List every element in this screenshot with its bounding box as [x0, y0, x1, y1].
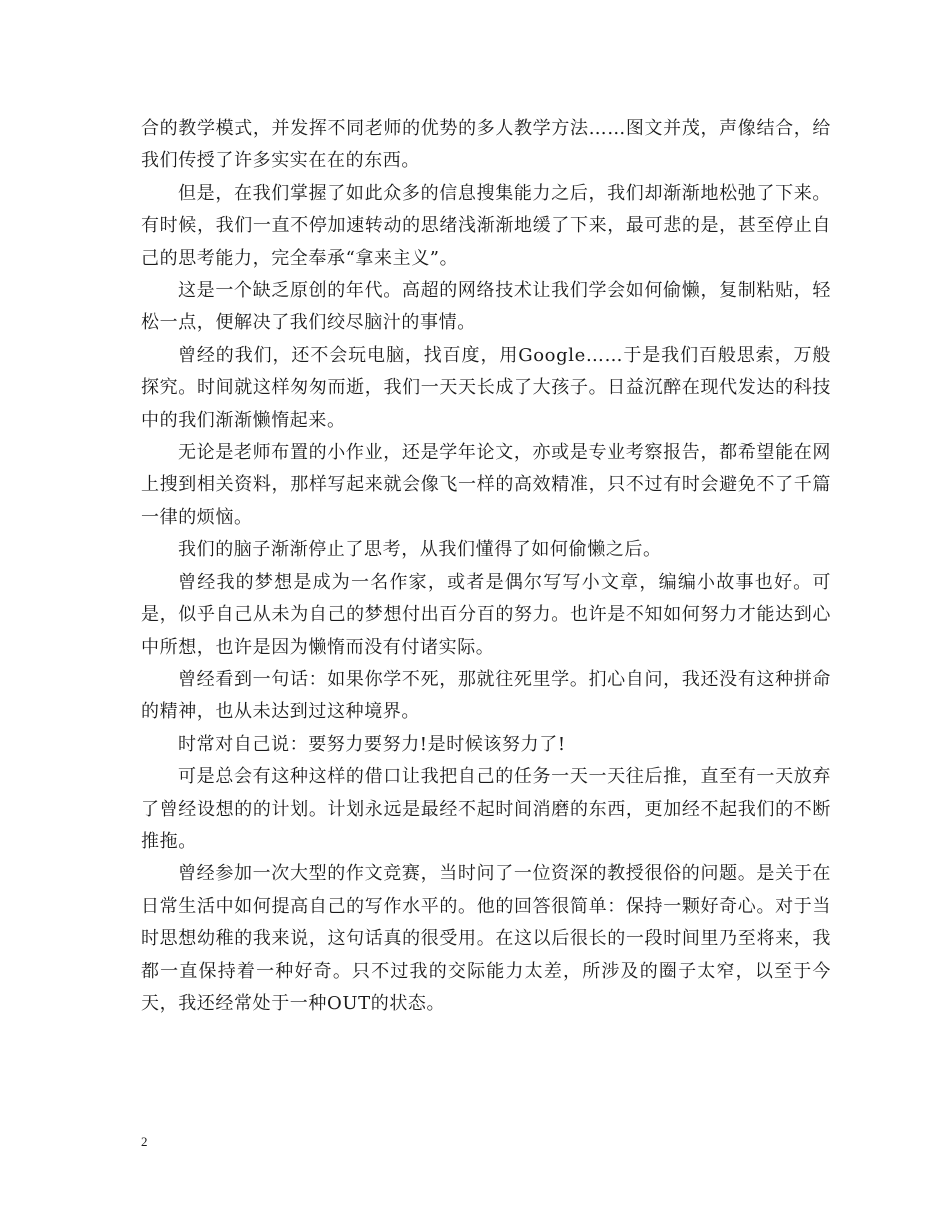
paragraph: 这是一个缺乏原创的年代。高超的网络技术让我们学会如何偷懒，复制粘贴，轻松一点，便解决了我们绞尽脑汁的事情。 — [141, 280, 831, 334]
paragraph: 曾经参加一次大型的作文竞赛，当时问了一位资深的教授很俗的问题。是关于在日常生活中如何提高自己的写作水平的。他的回答很简单：保持一颗好奇心。对于当时思想幼稚的我来说，这句话真的很受用。在这以后很长的一段时间里乃至将来，我都一直保持着一种好奇。只不过我的交际能力太差，所涉及的圈子太窄，以至于今天，我还经常处于一种OUT的状态。 — [141, 863, 831, 1014]
paragraph: 可是总会有这种这样的借口让我把自己的任务一天一天往后推，直至有一天放弃了曾经设想的的计划。计划永远是最经不起时间消磨的东西，更加经不起我们的不断推拖。 — [141, 766, 831, 852]
paragraph: 时常对自己说：要努力要努力!是时候该努力了! — [178, 733, 566, 755]
paragraph: 曾经看到一句话：如果你学不死，那就往死里学。扪心自问，我还没有这种拼命的精神，也从未达到过这种境界。 — [141, 668, 831, 723]
document-body — [141, 113, 831, 1020]
paragraph: 我们的脑子渐渐停止了思考，从我们懂得了如何偷懒之后。 — [178, 539, 662, 561]
paragraph: 曾经的我们，还不会玩电脑，找百度，用Google……于是我们百般思索，万般探究。时间就这样匆匆而逝，我们一天天长成了大孩子。日益沉醉在现代发达的科技中的我们渐渐懒惰起来。 — [141, 344, 831, 431]
paragraph: 曾经我的梦想是成为一名作家，或者是偶尔写写小文章，编编小故事也好。可是，似乎自己从未为自己的梦想付出百分百的努力。也许是不知如何努力才能达到心中所想，也许是因为懒惰而没有付诸实际。 — [141, 571, 831, 658]
paragraph: 合的教学模式，并发挥不同老师的优势的多人教学方法……图文并茂，声像结合，给我们传授了许多实实在在的东西。 — [141, 118, 831, 172]
paragraph: 无论是老师布置的小作业，还是学年论文，亦或是专业考察报告，都希望能在网上搜到相关资料，那样写起来就会像飞一样的高效精准，只不过有时会避免不了千篇一律的烦恼。 — [141, 442, 831, 528]
paragraph: 但是，在我们掌握了如此众多的信息搜集能力之后，我们却渐渐地松弛了下来。有时候，我们一直不停加速转动的思绪浅渐渐地缓了下来，最可悲的是，甚至停止自己的思考能力，完全奉承“拿来主义”。 — [141, 182, 831, 269]
page-number: 2 — [141, 1134, 148, 1149]
